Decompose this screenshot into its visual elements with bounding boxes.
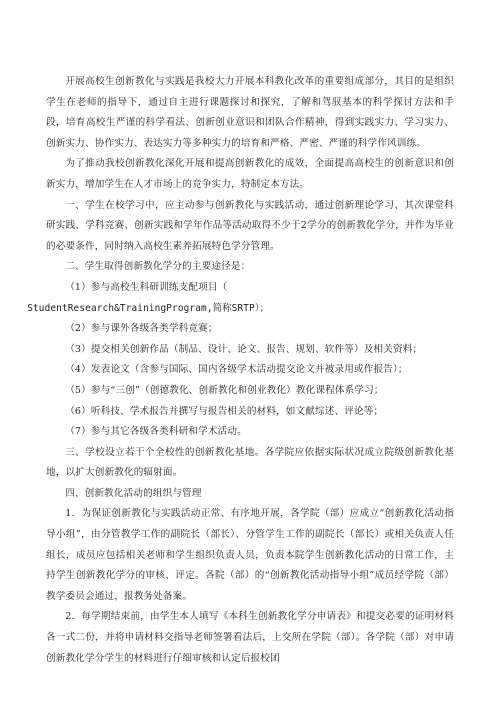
section-1-paragraph: 一、学生在校学习中，应主动参与创新教化与实践活动，通过创新理论学习、其次课堂科研实践、学科竞赛、创新实践和学年作品等活动取得不少于2学分的创新教化学分，并作为毕业的必要条件，同时纳入高校生素养拓展特色学分管理。	[46, 199, 454, 252]
list-item-1	[27, 278, 454, 319]
list-item-7: （7）参与其它各级各类科研和学术活动。	[65, 426, 247, 438]
list-item-3: （3）提交相关创新作品（制品、设计、论文、报告、规划、软件等）及相关资料；	[65, 343, 423, 355]
purpose-paragraph: 为了推动我校创新教化深化开展和提高创新教化的成效，全面提高高校生的创新意识和创新实力，增加学生在人才市场上的竞争实力，特制定本方法。	[46, 158, 454, 190]
list-item-5: （5）参与“三创”（创德教化、创新教化和创业教化）教化课程体系学习；	[65, 384, 384, 396]
section-4-item-1: 1．为保证创新教化与实践活动正常、有序地开展，各学院（部）应成立“创新教化活动指导小组”，由分管教学工作的副院长（部长）、分管学生工作的副院长（部长）或相关负责人任组长，成员应包括相关老师和学生组织负责人员，负责本院学生创新教化活动的日常工作，主持学生创新教化学分的审核、评定。各院（部）的“创新教化活动指导小组”成员经学院（部）教学委员会通过，报教务处备案。	[46, 508, 454, 602]
list-item-2: （2）参与课外各级各类学科竞赛；	[65, 323, 218, 335]
intro-paragraph: 开展高校生创新教化与实践是我校大力开展本科教化改革的重要组成部分，其目的是组织学生在老师的指导下，通过自主进行课题探讨和探究，了解和驾驭基本的科学探讨方法和手段，培育高校生严谨的科学看法、创新创业意识和团队合作精神，得到实践实力、学习实力、创新实力、协作实力、表达实力等多种实力的培育和严格、严密、严谨的科学作风训练。	[46, 76, 454, 149]
list-item-1-english: StudentResearch&TrainingProgram,简称SRTP）；	[27, 302, 270, 314]
section-3-paragraph: 三、学校设立若干个全校性的创新教化基地。各学院应依据实际状况成立院级创新教化基地，以扩大创新教化的辐射面。	[46, 446, 454, 479]
list-item-4: （4）发表论文（含参与国际、国内各级学术活动提交论文并被录用或作报告）；	[65, 364, 408, 376]
section-2-heading: 二、学生取得创新教化学分的主要途径是：	[65, 261, 251, 273]
section-4-item-2: 2．每学期结束前，由学生本人填写《本科生创新教化学分申请表》和提交必要的证明材料各一式二份，并将申请材料交指导老师签署看法后，上交所在学院（部）。各学院（部）对申请创新教化学分学生的材料进行仔细审核和认定后报校团	[46, 611, 454, 664]
section-4-heading: 四、创新教化活动的组织与管理	[65, 487, 202, 499]
list-item-1-text: （1）参与高校生科研训练支配项目（	[65, 281, 228, 293]
list-item-6: （6）听科技、学术报告并撰写与报告相关的材料，如文献综述、评论等；	[65, 405, 384, 417]
